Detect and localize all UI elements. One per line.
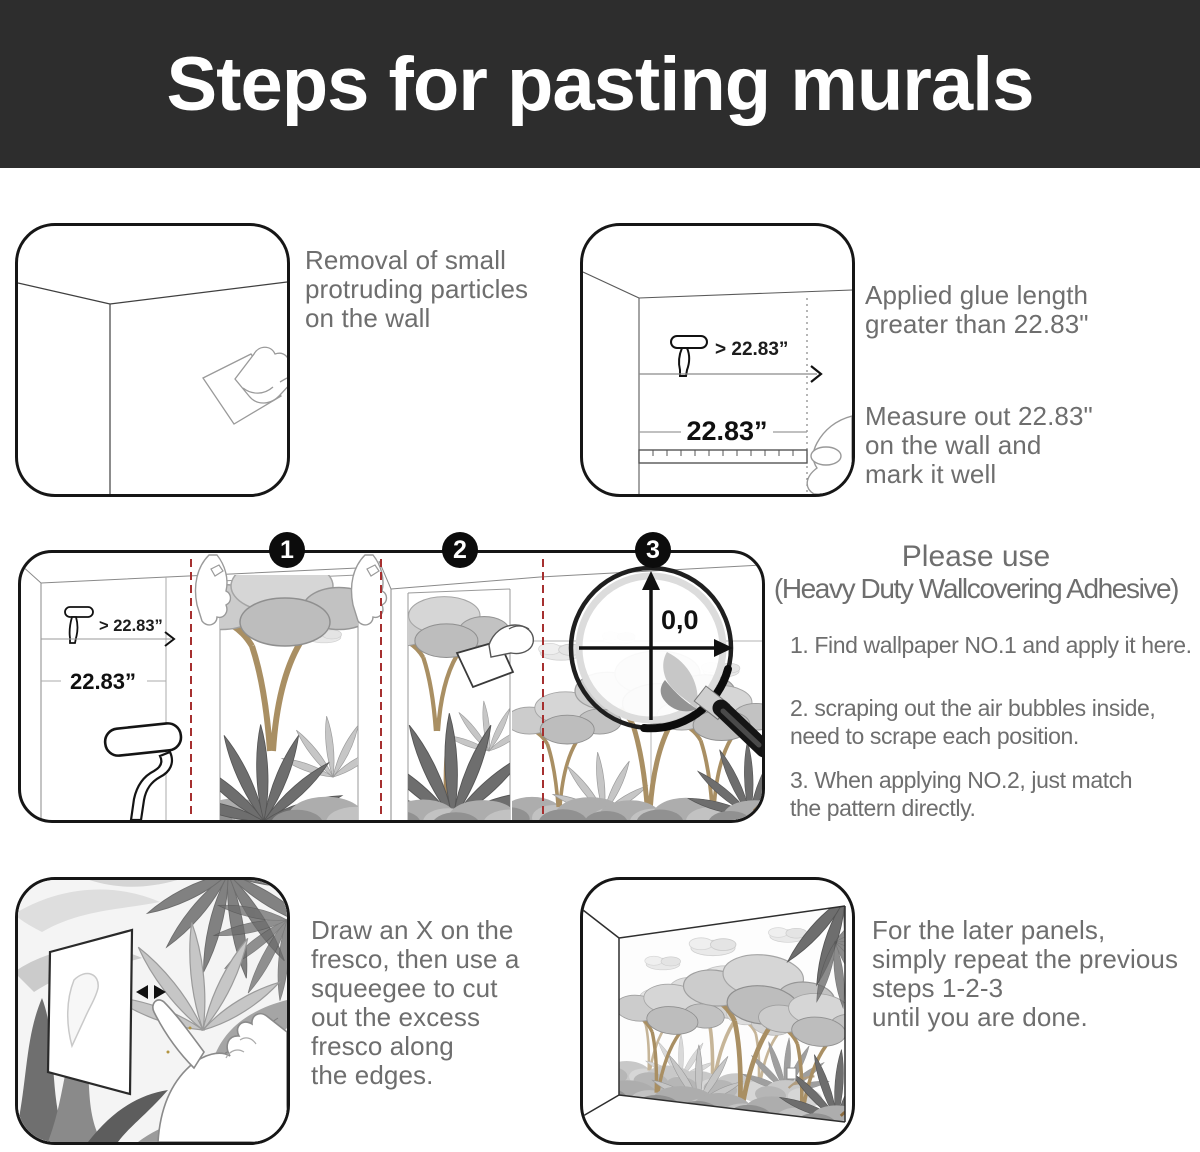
badge-number: 1 (280, 535, 294, 564)
squeegee-card-icon (48, 930, 132, 1094)
finished-mural-wall (587, 880, 852, 1142)
caption-line: until you are done. (872, 1002, 1088, 1032)
badge-number: 2 (453, 535, 467, 564)
glue-length-label: > 22.83” (99, 617, 163, 635)
paint-roller-icon (671, 336, 707, 376)
caption-line: Draw an X on the (311, 915, 514, 945)
glue-length-label: > 22.83” (715, 339, 789, 360)
instruction-line: need to scrape each position. (790, 723, 1079, 749)
mural-panel-2 (363, 589, 541, 820)
caption-glue-length (865, 281, 1195, 339)
step-badge-2 (442, 532, 478, 568)
instruction-line: 1. Find wallpaper NO.1 and apply it here. (790, 632, 1192, 658)
illustration-trim-edges (15, 877, 290, 1145)
heading-line: (Heavy Duty Wallcovering Adhesive) (773, 573, 1179, 604)
caption-step5 (872, 916, 1200, 1032)
paint-roller-icon (65, 607, 93, 643)
caption-line: steps 1-2-3 (872, 973, 1004, 1003)
caption-step1 (305, 246, 575, 333)
caption-line: greater than 22.83" (865, 309, 1089, 339)
instruction-line: 2. scraping out the air bubbles inside, (790, 695, 1156, 721)
instruction-item-2 (790, 694, 1200, 750)
title-banner (0, 0, 1200, 168)
caption-line: Removal of small (305, 245, 506, 275)
page-title: Steps for pasting murals (166, 41, 1034, 127)
caption-step4 (311, 916, 576, 1090)
step-badge-1 (269, 532, 305, 568)
hand-icon (807, 416, 852, 494)
instruction-line: 3. When applying NO.2, just match (790, 767, 1133, 793)
glue-arrow-line (639, 366, 821, 382)
instruction-line: the pattern directly. (790, 795, 976, 821)
hand-icon (196, 555, 231, 625)
instruction-item-3 (790, 766, 1200, 822)
caption-line: on the wall (305, 303, 431, 333)
badge-number: 3 (646, 535, 660, 564)
caption-line: the edges. (311, 1060, 434, 1090)
caption-measure (865, 402, 1195, 489)
ruler-icon (639, 450, 807, 463)
paint-roller-large-icon (104, 722, 182, 820)
illustration-finished-room (580, 877, 855, 1145)
caption-line: mark it well (865, 459, 997, 489)
step-badge-3 (635, 532, 671, 568)
measure-label: 22.83” (686, 416, 768, 446)
heading-line: Please use (901, 540, 1051, 573)
caption-line: protruding particles (305, 274, 529, 304)
instruction-item-1 (790, 631, 1200, 659)
caption-line: squeegee to cut (311, 973, 498, 1003)
measure-label: 22.83” (69, 669, 137, 694)
caption-line: fresco along (311, 1031, 454, 1061)
caption-line: For the later panels, (872, 915, 1106, 945)
caption-line: out the excess (311, 1002, 481, 1032)
caption-line: on the wall and (865, 430, 1042, 460)
adhesive-heading (772, 541, 1180, 604)
illustration-panel-steps (18, 550, 765, 823)
caption-line: Applied glue length (865, 280, 1089, 310)
caption-line: simply repeat the previous (872, 944, 1179, 974)
caption-line: Measure out 22.83" (865, 401, 1093, 431)
caption-line: fresco, then use a (311, 944, 520, 974)
illustration-measuring (580, 223, 855, 497)
illustration-wall-prep (15, 223, 290, 497)
origin-label: 0,0 (661, 605, 699, 635)
